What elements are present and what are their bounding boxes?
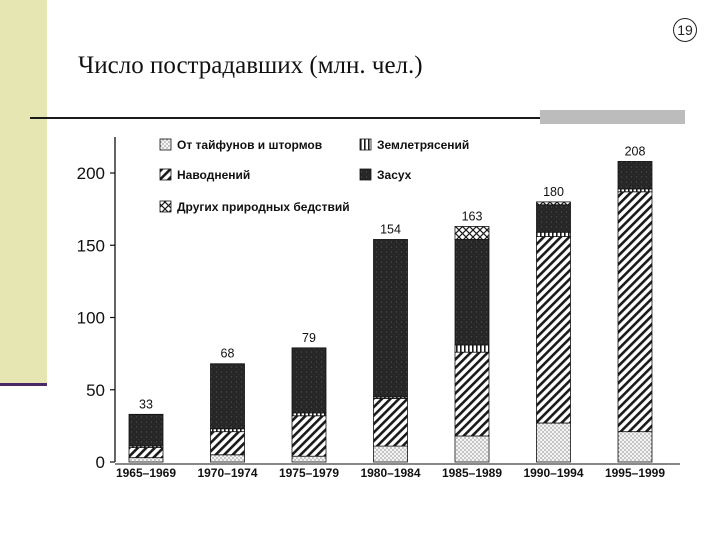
bar-segment-drought bbox=[374, 239, 408, 397]
legend-swatch-other bbox=[160, 201, 171, 212]
x-category-label: 1990–1994 bbox=[523, 466, 584, 480]
legend-label-drought: Засух bbox=[377, 168, 412, 182]
x-category-label: 1995–1999 bbox=[604, 466, 666, 480]
bar-segment-quake bbox=[537, 232, 571, 236]
stacked-bar-chart bbox=[60, 125, 685, 485]
x-category-label: 1970–1974 bbox=[197, 466, 258, 480]
bar-segment-typhoon bbox=[455, 436, 489, 462]
left-decor-line bbox=[0, 383, 47, 386]
bar-segment-typhoon bbox=[129, 458, 163, 462]
left-decor-band bbox=[0, 0, 47, 385]
bar-total-label: 163 bbox=[461, 209, 483, 224]
accent-box bbox=[540, 110, 685, 124]
bar-segment-flood bbox=[129, 448, 163, 458]
bar-segment-quake bbox=[292, 413, 326, 416]
bar-total-label: 180 bbox=[543, 184, 564, 199]
bar-segment-drought bbox=[618, 161, 652, 188]
bar-segment-quake bbox=[618, 189, 652, 192]
bar-segment-typhoon bbox=[211, 455, 245, 462]
bar-segment-flood bbox=[211, 432, 245, 455]
page-number: 19 bbox=[673, 18, 697, 42]
bar-total-label: 79 bbox=[302, 330, 316, 345]
y-tick-label: 200 bbox=[76, 164, 105, 183]
y-tick-label: 0 bbox=[95, 453, 105, 472]
bar-total-label: 33 bbox=[139, 397, 153, 412]
legend-label-typhoon: От тайфунов и штормов bbox=[177, 138, 323, 152]
legend-label-flood: Наводнений bbox=[177, 168, 251, 182]
x-category-label: 1980–1984 bbox=[360, 466, 421, 480]
bars bbox=[116, 144, 665, 480]
bar-segment-typhoon bbox=[618, 432, 652, 462]
bar-segment-flood bbox=[537, 237, 571, 423]
bar-total-label: 154 bbox=[380, 222, 401, 237]
bar-segment-typhoon bbox=[537, 423, 571, 462]
bar-total-label: 68 bbox=[220, 346, 235, 361]
bar-segment-drought bbox=[455, 239, 489, 344]
bar-segment-flood bbox=[618, 192, 652, 432]
legend-swatch-quake bbox=[360, 139, 371, 150]
legend-label-quake: Землетрясений bbox=[377, 138, 470, 152]
bar-segment-flood bbox=[455, 352, 489, 436]
bar-segment-drought bbox=[129, 414, 163, 446]
x-category-label: 1965–1969 bbox=[115, 466, 177, 480]
legend-swatch-typhoon bbox=[160, 139, 171, 150]
bar-segment-flood bbox=[374, 398, 408, 446]
legend-swatch-drought bbox=[360, 169, 371, 180]
bar-segment-quake bbox=[211, 429, 245, 432]
bar-segment-typhoon bbox=[292, 456, 326, 462]
chart-panel bbox=[60, 125, 685, 485]
bar-segment-other bbox=[455, 226, 489, 239]
slide-title: Число пострадавших (млн. чел.) bbox=[78, 52, 423, 79]
bar-segment-drought bbox=[537, 205, 571, 232]
bar-segment-drought bbox=[211, 364, 245, 429]
y-tick-label: 150 bbox=[76, 236, 105, 256]
bar-segment-other bbox=[537, 202, 571, 205]
bar-segment-quake bbox=[455, 345, 489, 352]
legend-label-other: Других природных бедствий bbox=[177, 200, 350, 214]
x-category-label: 1975–1979 bbox=[278, 466, 340, 480]
legend bbox=[160, 138, 469, 214]
bar-total-label: 208 bbox=[624, 144, 646, 159]
bar-segment-typhoon bbox=[374, 446, 408, 462]
bar-segment-drought bbox=[292, 348, 326, 413]
legend-swatch-flood bbox=[160, 169, 171, 180]
y-tick-label: 50 bbox=[86, 380, 105, 400]
y-tick-label: 100 bbox=[76, 308, 105, 328]
x-category-label: 1985–1989 bbox=[441, 466, 503, 480]
bar-segment-flood bbox=[292, 416, 326, 456]
